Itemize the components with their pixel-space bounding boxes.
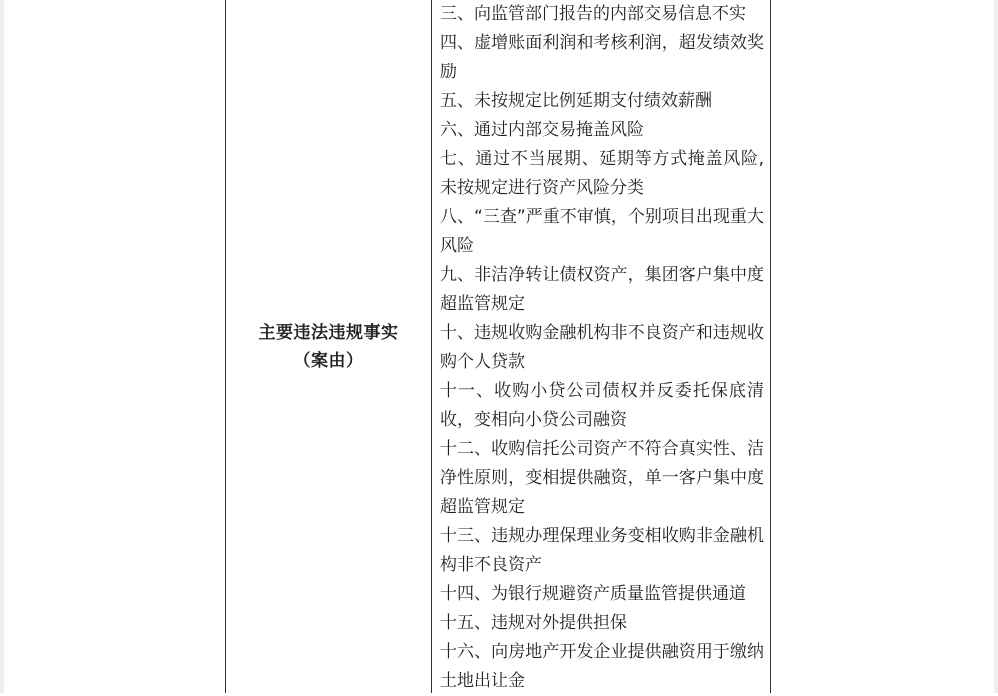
facts-cell bbox=[440, 0, 764, 696]
fact-item: 七、通过不当展期、延期等方式掩盖风险,未按规定进行资产风险分类 bbox=[440, 149, 764, 198]
page-right-edge bbox=[994, 0, 998, 693]
fact-item: 六、通过内部交易掩盖风险 bbox=[440, 120, 644, 140]
page-left-edge bbox=[0, 0, 4, 693]
case-label-cell bbox=[226, 0, 431, 693]
fact-item: 十五、违规对外提供担保 bbox=[440, 613, 627, 633]
fact-item: 五、未按规定比例延期支付绩效薪酬 bbox=[440, 91, 712, 111]
fact-item: 十一、收购小贷公司债权并反委托保底清收，变相向小贷公司融资 bbox=[440, 381, 764, 430]
fact-item: 十三、违规办理保理业务变相收购非金融机构非不良资产 bbox=[440, 526, 764, 575]
fact-item: 三、向监管部门报告的内部交易信息不实 bbox=[440, 4, 746, 24]
fact-item: 十六、向房地产开发企业提供融资用于缴纳土地出让金 bbox=[440, 642, 764, 691]
fact-item: 四、虚增账面利润和考核利润，超发绩效奖励 bbox=[440, 33, 764, 82]
fact-item: 十四、为银行规避资产质量监管提供通道 bbox=[440, 584, 746, 604]
case-label-line2: （案由） bbox=[293, 350, 364, 371]
case-label-line1: 主要违法违规事实 bbox=[258, 322, 399, 343]
fact-item: 九、非洁净转让债权资产，集团客户集中度超监管规定 bbox=[440, 265, 764, 314]
fact-item: 八、“三查”严重不审慎，个别项目出现重大风险 bbox=[440, 207, 764, 256]
column-divider bbox=[431, 0, 432, 693]
fact-item: 十、违规收购金融机构非不良资产和违规收购个人贷款 bbox=[440, 323, 764, 372]
fact-item: 十二、收购信托公司资产不符合真实性、洁净性原则，变相提供融资，单一客户集中度超监管规定 bbox=[440, 439, 764, 517]
